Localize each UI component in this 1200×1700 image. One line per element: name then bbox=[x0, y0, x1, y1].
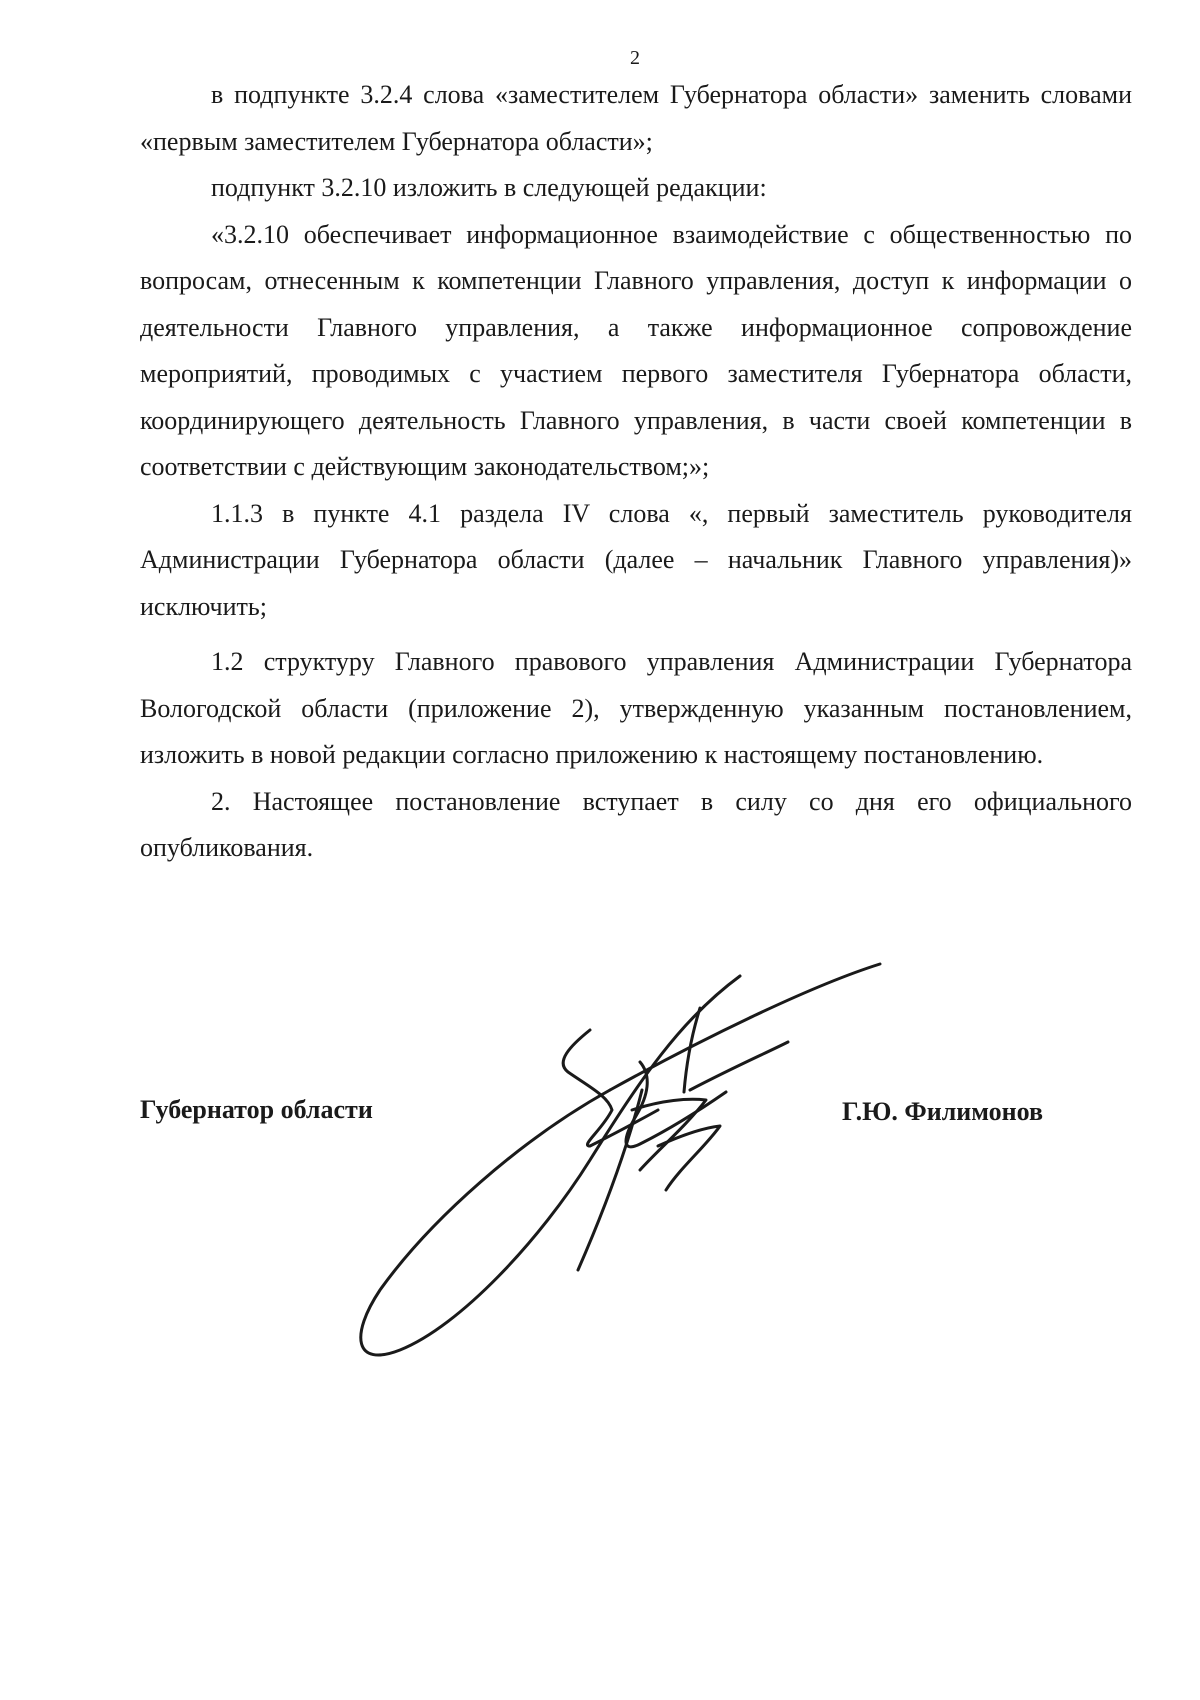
handwritten-signature bbox=[340, 950, 920, 1370]
paragraph-1-2: 1.2 структуру Главного правового управления Администрации Губернатора Вологодской области (приложение 2), утвержденную указанным постановлением, изложить в новой редакции согласно приложению к настоящему постановлению. bbox=[140, 647, 1132, 769]
paragraph-subpoint-3-2-10-intro: подпункт 3.2.10 изложить в следующей редакции: bbox=[211, 173, 767, 202]
paragraph-subpoint-3-2-10-text: «3.2.10 обеспечивает информационное взаимодействие с общественностью по вопросам, отнесенным к компетенции Главного управления, доступ к информации о деятельности Главного управления, а также информационное сопровождение мероприятий, проводимых с участием первого заместителя Губернатора области, координирующего деятельность Главного управления, в части своей компетенции в соответствии с действующим законодательством;»; bbox=[140, 219, 1132, 481]
paragraph-2: 2. Настоящее постановление вступает в силу со дня его официального опубликования. bbox=[140, 786, 1132, 862]
paragraph-subpoint-3-2-4: в подпункте 3.2.4 слова «заместителем Губернатора области» заменить словами «первым заместителем Губернатора области»; bbox=[140, 80, 1132, 156]
signatory-name: Г.Ю. Филимонов bbox=[842, 1097, 1044, 1126]
page-number: 2 bbox=[630, 47, 640, 69]
signatory-title: Губернатор области bbox=[140, 1095, 373, 1124]
paragraph-1-1-3: 1.1.3 в пункте 4.1 раздела IV слова «, первый заместитель руководителя Администрации Губернатора области (далее – начальник Главного управления)» исключить; bbox=[140, 498, 1132, 621]
